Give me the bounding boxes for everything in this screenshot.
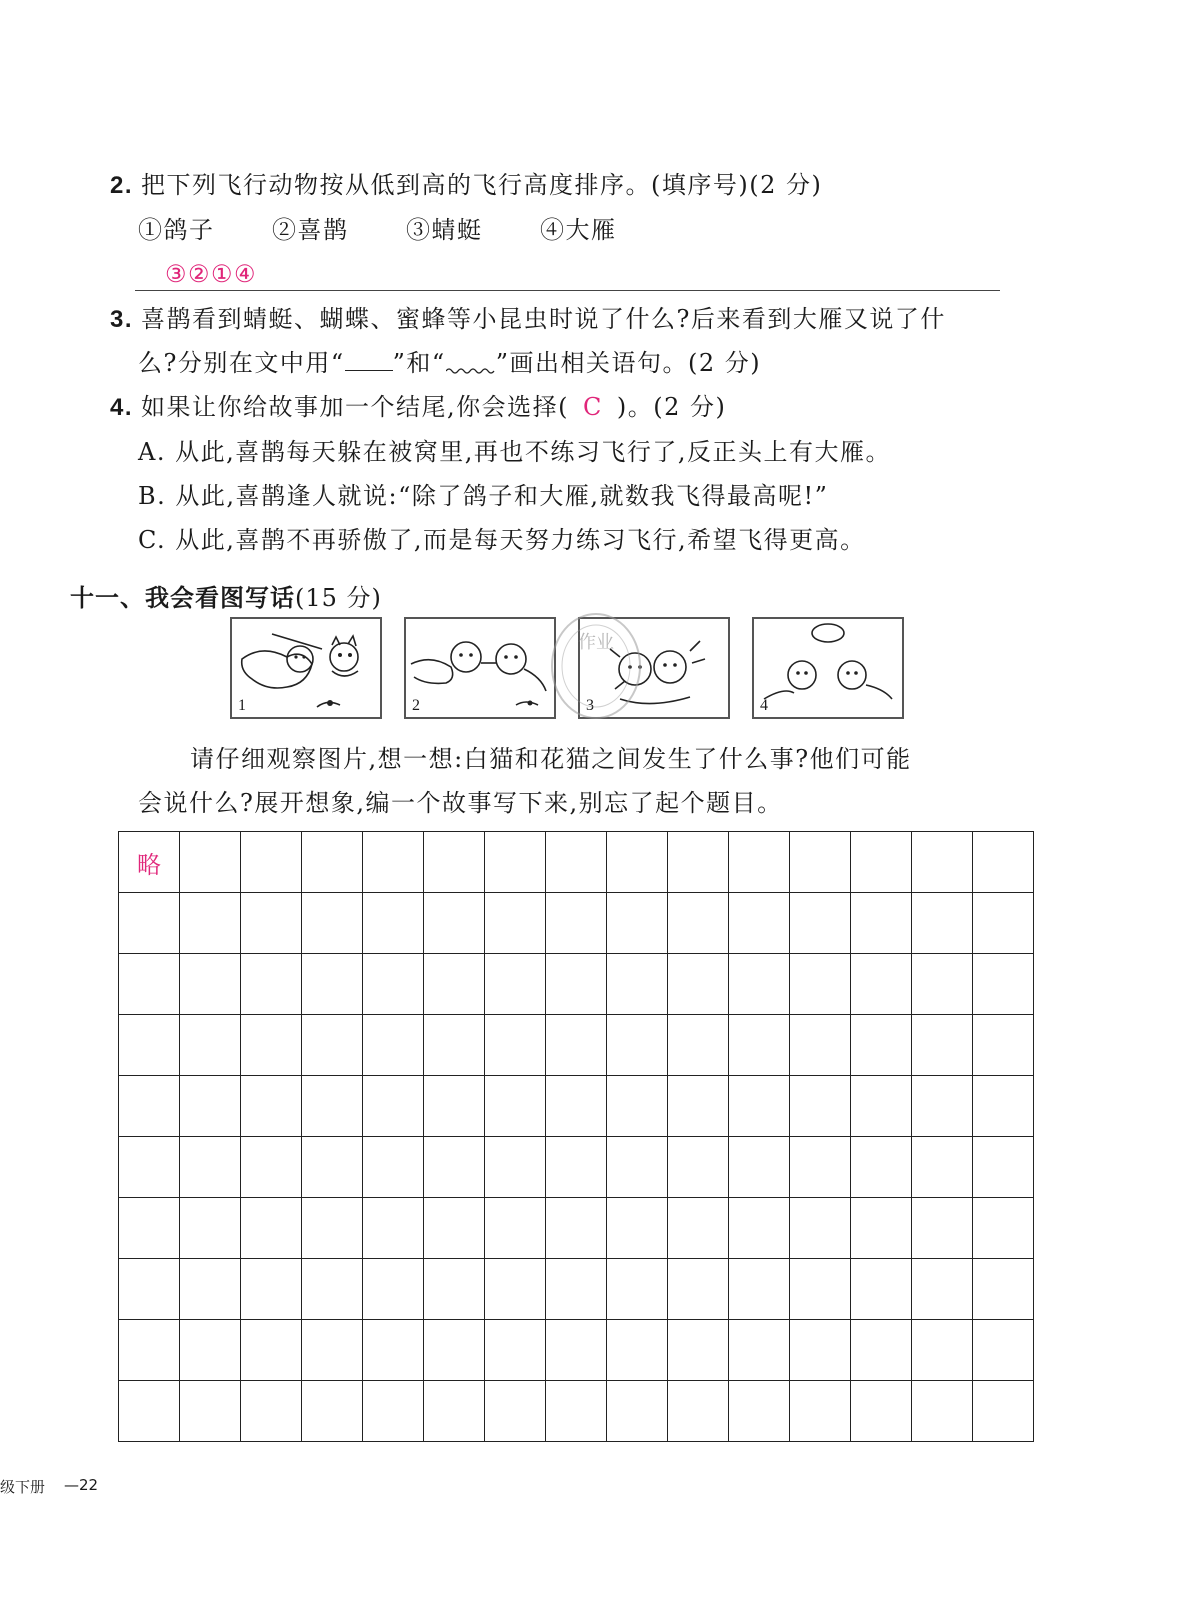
- grid-cell[interactable]: [546, 1137, 607, 1198]
- panel-number: 1: [238, 697, 246, 714]
- grid-cell[interactable]: [302, 1137, 363, 1198]
- grid-cell[interactable]: [241, 1381, 302, 1442]
- grid-cell[interactable]: [119, 1320, 180, 1381]
- grid-cell[interactable]: [180, 832, 241, 893]
- grid-cell[interactable]: [119, 954, 180, 1015]
- q2-number: 2.: [110, 172, 134, 199]
- grid-cell[interactable]: [485, 893, 546, 954]
- grid-cell[interactable]: [973, 893, 1034, 954]
- grid-cell[interactable]: [241, 1076, 302, 1137]
- grid-cell[interactable]: [729, 1320, 790, 1381]
- page-number: —22: [64, 1476, 99, 1494]
- grid-cell[interactable]: [424, 1320, 485, 1381]
- grid-cell[interactable]: [973, 1076, 1034, 1137]
- grid-cell[interactable]: [119, 893, 180, 954]
- grid-cell[interactable]: [485, 832, 546, 893]
- grid-cell[interactable]: [180, 1381, 241, 1442]
- grid-cell[interactable]: [790, 954, 851, 1015]
- grid-cell[interactable]: [302, 1259, 363, 1320]
- grid-cell[interactable]: [729, 1259, 790, 1320]
- grid-cell[interactable]: [729, 1381, 790, 1442]
- grid-cell[interactable]: [241, 832, 302, 893]
- grid-cell[interactable]: [363, 1381, 424, 1442]
- grid-cell[interactable]: [607, 954, 668, 1015]
- writing-grid: [118, 831, 1020, 1433]
- grid-cell[interactable]: [546, 1320, 607, 1381]
- grid-cell[interactable]: [302, 954, 363, 1015]
- grid-cell[interactable]: [668, 1137, 729, 1198]
- grid-cell[interactable]: [180, 1015, 241, 1076]
- q4-number: 4.: [110, 394, 134, 421]
- grid-cell[interactable]: [363, 1137, 424, 1198]
- grid-cell[interactable]: [180, 954, 241, 1015]
- grid-cell[interactable]: [424, 954, 485, 1015]
- grid-cell[interactable]: [424, 832, 485, 893]
- grid-cell[interactable]: [668, 1381, 729, 1442]
- grid-cell[interactable]: [241, 1137, 302, 1198]
- grid-cell[interactable]: [607, 832, 668, 893]
- stamp-text: 作业: [578, 632, 614, 653]
- grid-cell[interactable]: [241, 1320, 302, 1381]
- grid-cell[interactable]: [729, 1137, 790, 1198]
- q2-option: ③蜻蜓: [406, 216, 483, 244]
- q2-option: ①鸽子: [138, 216, 215, 244]
- grid-cell[interactable]: [607, 893, 668, 954]
- picture-panel-2: [404, 617, 556, 719]
- grid-cell[interactable]: [973, 1320, 1034, 1381]
- cats-resting-illustration: [754, 619, 902, 717]
- cats-chasing-illustration: [232, 619, 380, 717]
- grid-cell[interactable]: [119, 1259, 180, 1320]
- grid-cell[interactable]: [119, 1015, 180, 1076]
- grid-cell[interactable]: [180, 1198, 241, 1259]
- q4-option-c: C. 从此,喜鹊不再骄傲了,而是每天努力练习飞行,希望飞得更高。: [138, 526, 866, 554]
- grid-cell[interactable]: [668, 893, 729, 954]
- writing-prompt-line1: 请仔细观察图片,想一想:白猫和花猫之间发生了什么事?他们可能: [190, 745, 912, 773]
- grid-cell[interactable]: [790, 893, 851, 954]
- footer-book-label: 级下册: [0, 1478, 46, 1496]
- grid-cell[interactable]: [607, 1320, 668, 1381]
- grid-cell[interactable]: [790, 1381, 851, 1442]
- q2-answer: ③②①④: [165, 260, 258, 288]
- grid-cell[interactable]: [424, 893, 485, 954]
- grid-cell[interactable]: [912, 954, 973, 1015]
- grid-cell[interactable]: [424, 1381, 485, 1442]
- q4-stem: [110, 390, 726, 425]
- grid-cell[interactable]: [973, 1198, 1034, 1259]
- grid-cell[interactable]: [546, 1381, 607, 1442]
- grid-cell[interactable]: [912, 832, 973, 893]
- grid-cell[interactable]: [546, 1076, 607, 1137]
- grid-cell[interactable]: [729, 832, 790, 893]
- grid-cell[interactable]: [973, 1381, 1034, 1442]
- grid-cell[interactable]: [607, 1381, 668, 1442]
- grid-cell[interactable]: [119, 1076, 180, 1137]
- q4-text: 如果让你给故事加一个结尾,你会选择(: [141, 393, 570, 421]
- q2-stem: [110, 168, 822, 203]
- grid-cell[interactable]: [485, 1137, 546, 1198]
- q2-text: 把下列飞行动物按从低到高的飞行高度排序。(填序号)(2 分): [141, 171, 823, 199]
- grid-cell[interactable]: [851, 893, 912, 954]
- grid-cell[interactable]: [607, 1015, 668, 1076]
- grid-cell[interactable]: [485, 1076, 546, 1137]
- grid-cell[interactable]: [424, 1076, 485, 1137]
- grid-cell[interactable]: [912, 1320, 973, 1381]
- grid-cell[interactable]: [485, 1320, 546, 1381]
- grid-cell[interactable]: [546, 893, 607, 954]
- grid-cell[interactable]: [302, 1198, 363, 1259]
- q3-text-part: ”和“: [392, 349, 446, 377]
- q3-number: 3.: [110, 306, 134, 333]
- grid-cell[interactable]: [912, 1137, 973, 1198]
- grid-cell[interactable]: [241, 1259, 302, 1320]
- grid-cell[interactable]: [363, 1320, 424, 1381]
- grid-cell[interactable]: [729, 1076, 790, 1137]
- q2-options: [138, 213, 617, 247]
- panel-number: 2: [412, 697, 420, 714]
- grid-cell[interactable]: [119, 1381, 180, 1442]
- grid-cell[interactable]: [485, 1259, 546, 1320]
- grid-cell[interactable]: [241, 954, 302, 1015]
- grid-cell[interactable]: [180, 1320, 241, 1381]
- q4-text: )。(2 分): [616, 393, 727, 421]
- grid-cell[interactable]: [546, 1015, 607, 1076]
- grid-cell[interactable]: [912, 1076, 973, 1137]
- grid-cell[interactable]: [912, 1259, 973, 1320]
- grid-cell[interactable]: [363, 1015, 424, 1076]
- q4-option-b: B. 从此,喜鹊逢人就说:“除了鸽子和大雁,就数我飞得最高呢!”: [138, 482, 829, 510]
- grid-cell[interactable]: [851, 1076, 912, 1137]
- grid-cell[interactable]: [912, 1381, 973, 1442]
- panel-number: 3: [586, 697, 594, 714]
- picture-panel-1: [230, 617, 382, 719]
- wavy-underline-mark: [446, 349, 496, 371]
- grid-cell[interactable]: [180, 1137, 241, 1198]
- grid-cell[interactable]: [668, 1076, 729, 1137]
- grid-cell[interactable]: [241, 1015, 302, 1076]
- grid-cell[interactable]: [546, 1259, 607, 1320]
- grid-cell[interactable]: [729, 1198, 790, 1259]
- grid-cell-answer[interactable]: 略: [119, 832, 180, 893]
- grid-cell[interactable]: [485, 1198, 546, 1259]
- grid-cell[interactable]: [485, 1381, 546, 1442]
- grid-cell[interactable]: [973, 1015, 1034, 1076]
- grid-cell[interactable]: [790, 1259, 851, 1320]
- grid-cell[interactable]: [851, 1320, 912, 1381]
- grid-cell[interactable]: [180, 893, 241, 954]
- straight-underline-mark: [345, 348, 393, 371]
- grid-cell[interactable]: [302, 1381, 363, 1442]
- q2-option: ②喜鹊: [272, 216, 349, 244]
- q3-text-part: ”画出相关语句。(2 分): [495, 349, 762, 377]
- section-title: [70, 581, 382, 615]
- grid-cell[interactable]: [729, 1015, 790, 1076]
- q3-text-part: 么?分别在文中用“: [138, 349, 345, 377]
- grid-cell[interactable]: [485, 954, 546, 1015]
- grid-cell[interactable]: [912, 1015, 973, 1076]
- q4-option-a: A. 从此,喜鹊每天躲在被窝里,再也不练习飞行了,反正头上有大雁。: [138, 438, 891, 466]
- cats-tugging-illustration: [406, 619, 554, 717]
- panel-number: 4: [760, 697, 768, 714]
- grid-cell[interactable]: [790, 1198, 851, 1259]
- q3-stem-line2: [138, 346, 761, 380]
- grid-cell[interactable]: [302, 1015, 363, 1076]
- grid-cell[interactable]: [912, 893, 973, 954]
- grid-cell[interactable]: [851, 954, 912, 1015]
- grid-cell[interactable]: [363, 1076, 424, 1137]
- grid-cell[interactable]: [851, 1198, 912, 1259]
- grid-cell[interactable]: [546, 832, 607, 893]
- grid-cell[interactable]: [302, 893, 363, 954]
- grid-cell[interactable]: [790, 1015, 851, 1076]
- grid-cell[interactable]: [119, 1137, 180, 1198]
- grid-cell[interactable]: [180, 1259, 241, 1320]
- grid-cell[interactable]: [912, 1198, 973, 1259]
- q3-stem-line1: [110, 302, 946, 337]
- grid-cell[interactable]: [485, 1015, 546, 1076]
- grid-cell[interactable]: [790, 1076, 851, 1137]
- grid-cell[interactable]: [241, 893, 302, 954]
- grid-cell[interactable]: [180, 1076, 241, 1137]
- q4-answer: C: [583, 393, 603, 421]
- q3-text-line1: 喜鹊看到蜻蜓、蝴蝶、蜜蜂等小昆虫时说了什么?后来看到大雁又说了什: [141, 305, 946, 333]
- grid-cell[interactable]: [973, 832, 1034, 893]
- grid-cell[interactable]: [973, 954, 1034, 1015]
- grid-cell[interactable]: [668, 1198, 729, 1259]
- grid-cell[interactable]: [668, 1320, 729, 1381]
- grid-cell[interactable]: [546, 1198, 607, 1259]
- grid-cell[interactable]: [363, 1198, 424, 1259]
- grid-cell[interactable]: [790, 832, 851, 893]
- grid-cell[interactable]: [363, 954, 424, 1015]
- section-title-text: 十一、我会看图写话: [70, 584, 295, 612]
- grid-cell[interactable]: [973, 1259, 1034, 1320]
- grid-cell[interactable]: [363, 832, 424, 893]
- q2-answer-line: [135, 290, 1000, 291]
- grid-cell[interactable]: [363, 1259, 424, 1320]
- grid-cell[interactable]: [607, 1198, 668, 1259]
- grid-cell[interactable]: [851, 1137, 912, 1198]
- grid-cell[interactable]: [668, 832, 729, 893]
- grid-cell[interactable]: [241, 1198, 302, 1259]
- grid-cell[interactable]: [302, 1320, 363, 1381]
- q2-option: ④大雁: [540, 216, 617, 244]
- grid-cell[interactable]: [851, 832, 912, 893]
- grid-cell[interactable]: [790, 1320, 851, 1381]
- grid-cell[interactable]: [851, 1015, 912, 1076]
- grid-cell[interactable]: [424, 1015, 485, 1076]
- grid-cell[interactable]: [851, 1259, 912, 1320]
- grid-cell[interactable]: [607, 1259, 668, 1320]
- grid-cell[interactable]: [302, 1076, 363, 1137]
- watermark-stamp: [548, 610, 644, 722]
- grid-cell[interactable]: [546, 954, 607, 1015]
- grid-cell[interactable]: [973, 1137, 1034, 1198]
- grid-cell[interactable]: [607, 1076, 668, 1137]
- grid-cell[interactable]: [668, 1259, 729, 1320]
- section-score: (15 分): [295, 584, 382, 612]
- grid-cell[interactable]: [424, 1198, 485, 1259]
- grid-cell[interactable]: [302, 832, 363, 893]
- grid-cell[interactable]: [119, 1198, 180, 1259]
- grid-cell[interactable]: [851, 1381, 912, 1442]
- grid-cell[interactable]: [729, 954, 790, 1015]
- grid-cell[interactable]: [668, 954, 729, 1015]
- grid-cell[interactable]: [729, 893, 790, 954]
- grid-cell[interactable]: [424, 1259, 485, 1320]
- grid-cell[interactable]: [424, 1137, 485, 1198]
- grid-cell[interactable]: [607, 1137, 668, 1198]
- grid-cell[interactable]: [668, 1015, 729, 1076]
- grid-cell[interactable]: [790, 1137, 851, 1198]
- grid-cell[interactable]: [363, 893, 424, 954]
- picture-panel-4: [752, 617, 904, 719]
- writing-prompt-line2: 会说什么?展开想象,编一个故事写下来,别忘了起个题目。: [138, 789, 783, 817]
